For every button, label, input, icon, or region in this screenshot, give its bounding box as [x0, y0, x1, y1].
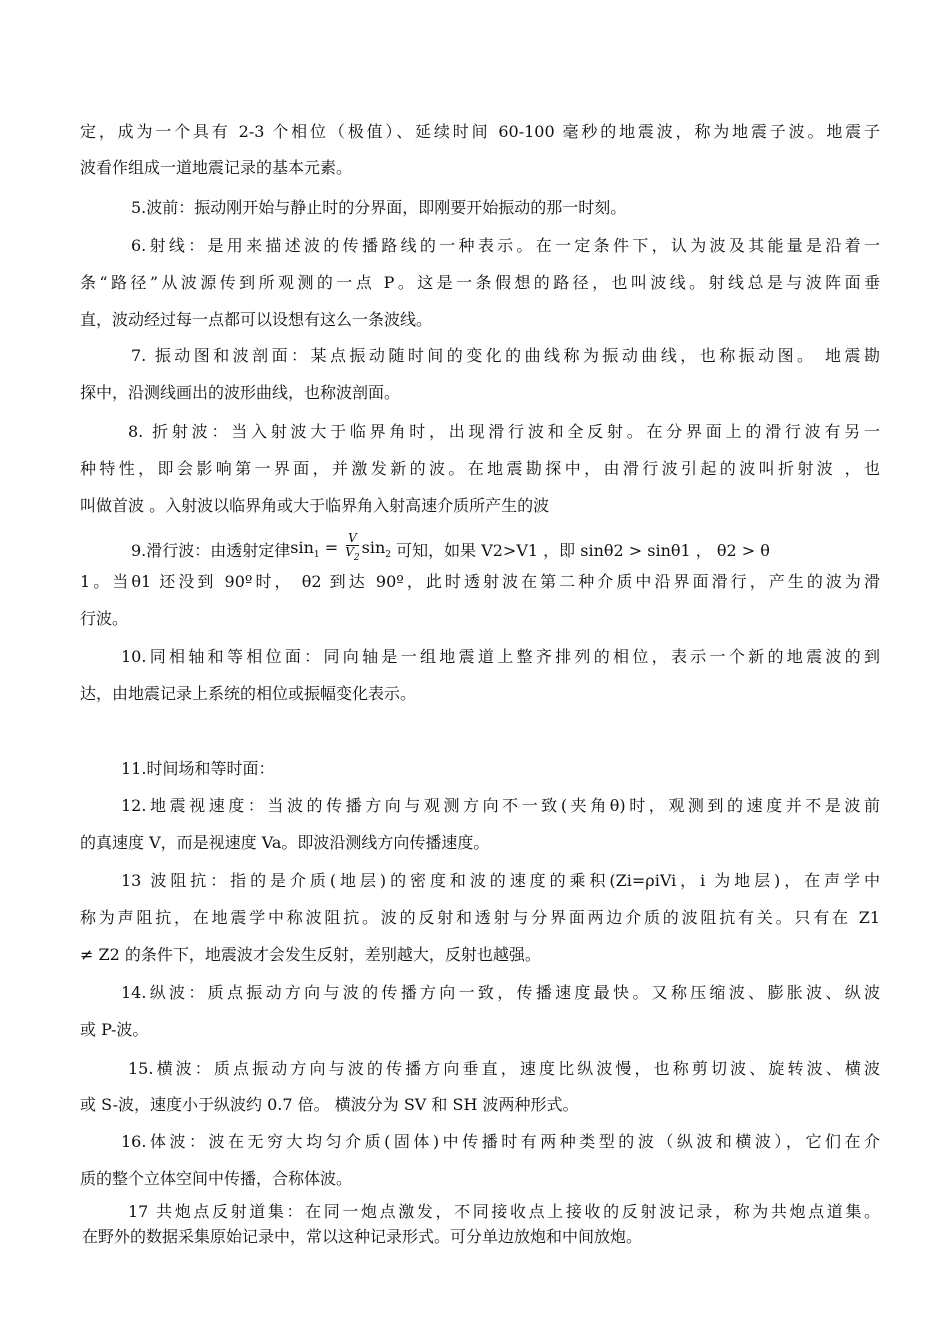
text-line: 或 P-波。 — [80, 1020, 149, 1039]
text-line: 8. 折射波：当入射波大于临界角时，出现滑行波和全反射。在分界面上的滑行波有另一 — [128, 422, 880, 441]
formula-lhs-sub: 1 — [313, 550, 320, 560]
formula-line — [131, 532, 880, 564]
text-line: 叫做首波 。入射波以临界角或大于临界角入射高速介质所产生的波 — [80, 496, 550, 515]
text-line: 质的整个立体空间中传播，合称体波。 — [80, 1169, 353, 1188]
text-line: 种特性，即会影响第一界面，并激发新的波。在地震勘探中，由滑行波引起的波叫折射波 ，也 — [80, 459, 880, 478]
formula-numerator: V — [348, 532, 357, 545]
text-line: 直，波动经过每一点都可以设想有这么一条波线。 — [80, 310, 433, 329]
text-line: 12.地震视速度：当波的传播方向与观测方向不一致(夹角θ)时，观测到的速度并不是波前 — [121, 796, 880, 815]
text-line: 的真速度 V，而是视速度 Va。即波沿测线方向传播速度。 — [80, 833, 490, 852]
text-line: 探中，沿测线画出的波形曲线，也称波剖面。 — [80, 383, 401, 402]
text-line: 或 S-波，速度小于纵波约 0.7 倍。 横波分为 SV 和 SH 波两种形式。 — [80, 1095, 579, 1114]
text-line: 称为声阻抗，在地震学中称波阻抗。波的反射和透射与分界面两边介质的波阻抗有关。只有在 Z1 — [80, 908, 880, 927]
formula-lhs: sin — [290, 538, 314, 557]
text-line: 14.纵波：质点振动方向与波的传播方向一致，传播速度最快。又称压缩波、膨胀波、纵波 — [121, 983, 880, 1002]
formula-rhs-sub: 2 — [385, 550, 392, 560]
text-line: 定，成为一个具有 2-3 个相位（极值）、延续时间 60-100 毫秒的地震波，称为地震子波。地震子 — [80, 122, 880, 141]
text-line: 在野外的数据采集原始记录中，常以这种记录形式。可分单边放炮和中间放炮。 — [82, 1227, 643, 1246]
text-line: 15.横波：质点振动方向与波的传播方向垂直，速度比纵波慢，也称剪切波、旋转波、横波 — [128, 1059, 880, 1078]
text-line: 5.波前：振动刚开始与静止时的分界面，即刚要开始振动的那一时刻。 — [131, 198, 627, 217]
formula-denominator-var: V — [345, 545, 354, 559]
snell-formula: $\sin_1$ = $\frac{V}{V_2}$ $\sin_2$ — [290, 532, 392, 563]
text-line: 波看作组成一道地震记录的基本元素。 — [80, 158, 353, 177]
text-line: 1。当θ1 还没到 90º时， θ2 到达 90º，此时透射波在第二种介质中沿界面滑行，产生的波为滑 — [80, 572, 880, 591]
formula-denominator — [345, 546, 359, 564]
text-line: ≠ Z2 的条件下，地震波才会发生反射，差别越大，反射也越强。 — [80, 945, 541, 964]
formula-rhs: sin — [361, 538, 386, 557]
text-line: 行波。 — [80, 609, 129, 628]
text-line: 16.体波：波在无穷大均匀介质(固体)中传播时有两种类型的波（纵波和横波），它们在介 — [121, 1132, 880, 1151]
text-span: 9.滑行波：由透射定律 — [131, 541, 291, 560]
text-line: 17 共炮点反射道集：在同一炮点激发，不同接收点上接收的反射波记录，称为共炮点道集。 — [128, 1202, 880, 1221]
text-line: 条“路径”从波源传到所观测的一点 P。这是一条假想的路径，也叫波线。射线总是与波阵面垂 — [80, 273, 880, 292]
formula-denominator-sub: 2 — [353, 553, 360, 563]
text-line: 13 波阻抗：指的是介质(地层)的密度和波的速度的乘积(Zi=ρiVi，i 为地层)，在声学中 — [121, 871, 880, 890]
text-line: 达，由地震记录上系统的相位或振幅变化表示。 — [80, 684, 417, 703]
text-span: 可知，如果 V2>V1 ，即 sinθ2 > sinθ1 ， θ2 > θ — [391, 541, 770, 560]
text-line: 11.时间场和等时面： — [121, 759, 275, 778]
text-line: 10.同相轴和等相位面：同向轴是一组地震道上整齐排列的相位，表示一个新的地震波的到 — [121, 647, 880, 666]
formula-fraction — [345, 532, 359, 564]
text-line: 7. 振动图和波剖面：某点振动随时间的变化的曲线称为振动曲线，也称振动图。 地震勘 — [131, 346, 880, 365]
text-line: 6.射线：是用来描述波的传播路线的一种表示。在一定条件下，认为波及其能量是沿着一 — [131, 236, 880, 255]
